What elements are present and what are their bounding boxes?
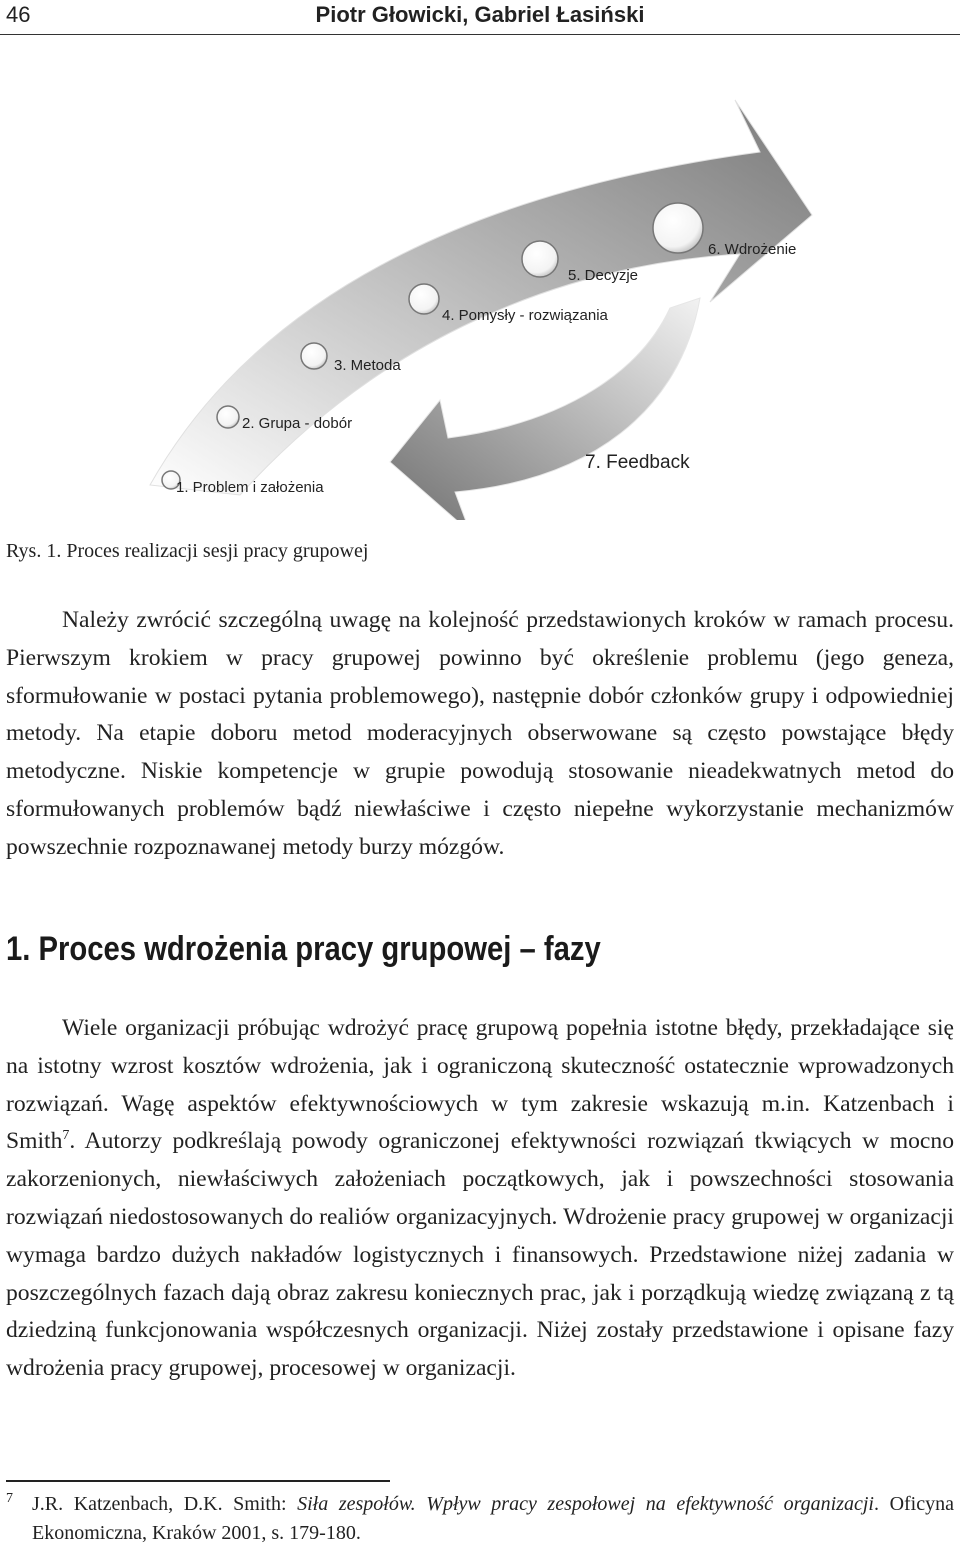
footnote-number: 7 (6, 1491, 13, 1506)
page-header (0, 0, 960, 36)
footnote-reference[interactable]: 7 (62, 1128, 70, 1144)
footnote-title: Siła zespołów. Wpływ pracy zespołowej na efektywność organizacji (297, 1493, 874, 1515)
section-title: 1. Proces wdrożenia pracy grupowej – fazy (6, 930, 601, 968)
process-diagram (0, 40, 960, 520)
footnote-body (6, 1490, 954, 1548)
figure-caption: Rys. 1. Proces realizacji sesji pracy grupowej (6, 540, 369, 562)
paragraph-2-text (6, 1010, 954, 1388)
step-5-label: 5. Decyzje (568, 267, 639, 284)
process-figure (0, 40, 960, 520)
footnote-authors: J.R. Katzenbach, D.K. Smith: (32, 1493, 298, 1515)
step-3-label: 3. Metoda (334, 357, 401, 374)
step-4-ball (409, 284, 439, 314)
step-6-label: 6. Wdrożenie (708, 241, 797, 258)
step-4-label: 4. Pomysły - rozwiązania (442, 307, 608, 324)
footnote-rule (6, 1480, 390, 1482)
step-3-ball (301, 343, 327, 369)
paragraph-2 (6, 1010, 954, 1388)
paragraph-1-text: Należy zwrócić szczególną uwagę na kolejność przedstawionych kroków w ramach procesu. Pierwszym krokiem w pracy grupowej powinno być określenie problemu (jego geneza, sformułowanie w postaci pytania problemowego), następnie dobór członków grupy i odpowiedniej metody. Na etapie doboru metod moderacyjnych obserwowane są często powstające błędy metodyczne. Niskie kompetencje w grupie powodują stosowanie nieadekwatnych metod do sformułowanych problemów bądź niewłaściwe i często niepełne wykorzystanie mechanizmów powszechnie rozpoznawanej metody burzy mózgów. (6, 607, 954, 860)
step-1-label: 1. Problem i założenia (176, 479, 324, 496)
paragraph-1 (6, 602, 954, 867)
step-2-ball (217, 406, 239, 428)
feedback-label: 7. Feedback (585, 452, 690, 473)
page-number: 46 (6, 2, 31, 27)
step-6-ball (653, 203, 703, 253)
paragraph-2-part2: . Autorzy podkreślają powody ograniczonej efektywności rozwiązań tkwiących w mocno zakorzenionych, niewłaściwych założeniach początkowych, jak i powszechności stosowania rozwiązań niedostosowanych do realiów organizacyjnych. Wdrożenie pracy grupowej w organizacji wymaga bardzo dużych nakładów logistycznych i finansowych. Przedstawione niżej zadania w poszczególnych fazach dają obraz zakresu koniecznych prac, jak i porządkują wiedzę związaną z tą dziedziną funkcjonowania współczesnych organizacji. Niżej zostały przedstawione i opisane fazy wdrożenia pracy grupowej, procesowej w organizacji. (6, 1128, 954, 1382)
paragraph-2-part1: Wiele organizacji próbując wdrożyć pracę grupową popełnia istotne błędy, przekładające się na istotny wzrost kosztów wdrożenia, jak i ograniczoną skuteczność ostatecznie wprowadzonych rozwiązań. Wagę aspektów efektywnościowych w tym zakresie wskazują m.in. Katzenbach i Smith (6, 1015, 954, 1155)
footnote (6, 1490, 954, 1548)
step-2-label: 2. Grupa - dobór (242, 415, 353, 432)
footnote-rest: . Oficyna Ekonomiczna, Kraków 2001, s. 179-180. (32, 1493, 954, 1544)
running-head: Piotr Głowicki, Gabriel Łasiński (315, 2, 645, 27)
step-5-ball (522, 241, 558, 277)
header-rule (0, 34, 960, 35)
